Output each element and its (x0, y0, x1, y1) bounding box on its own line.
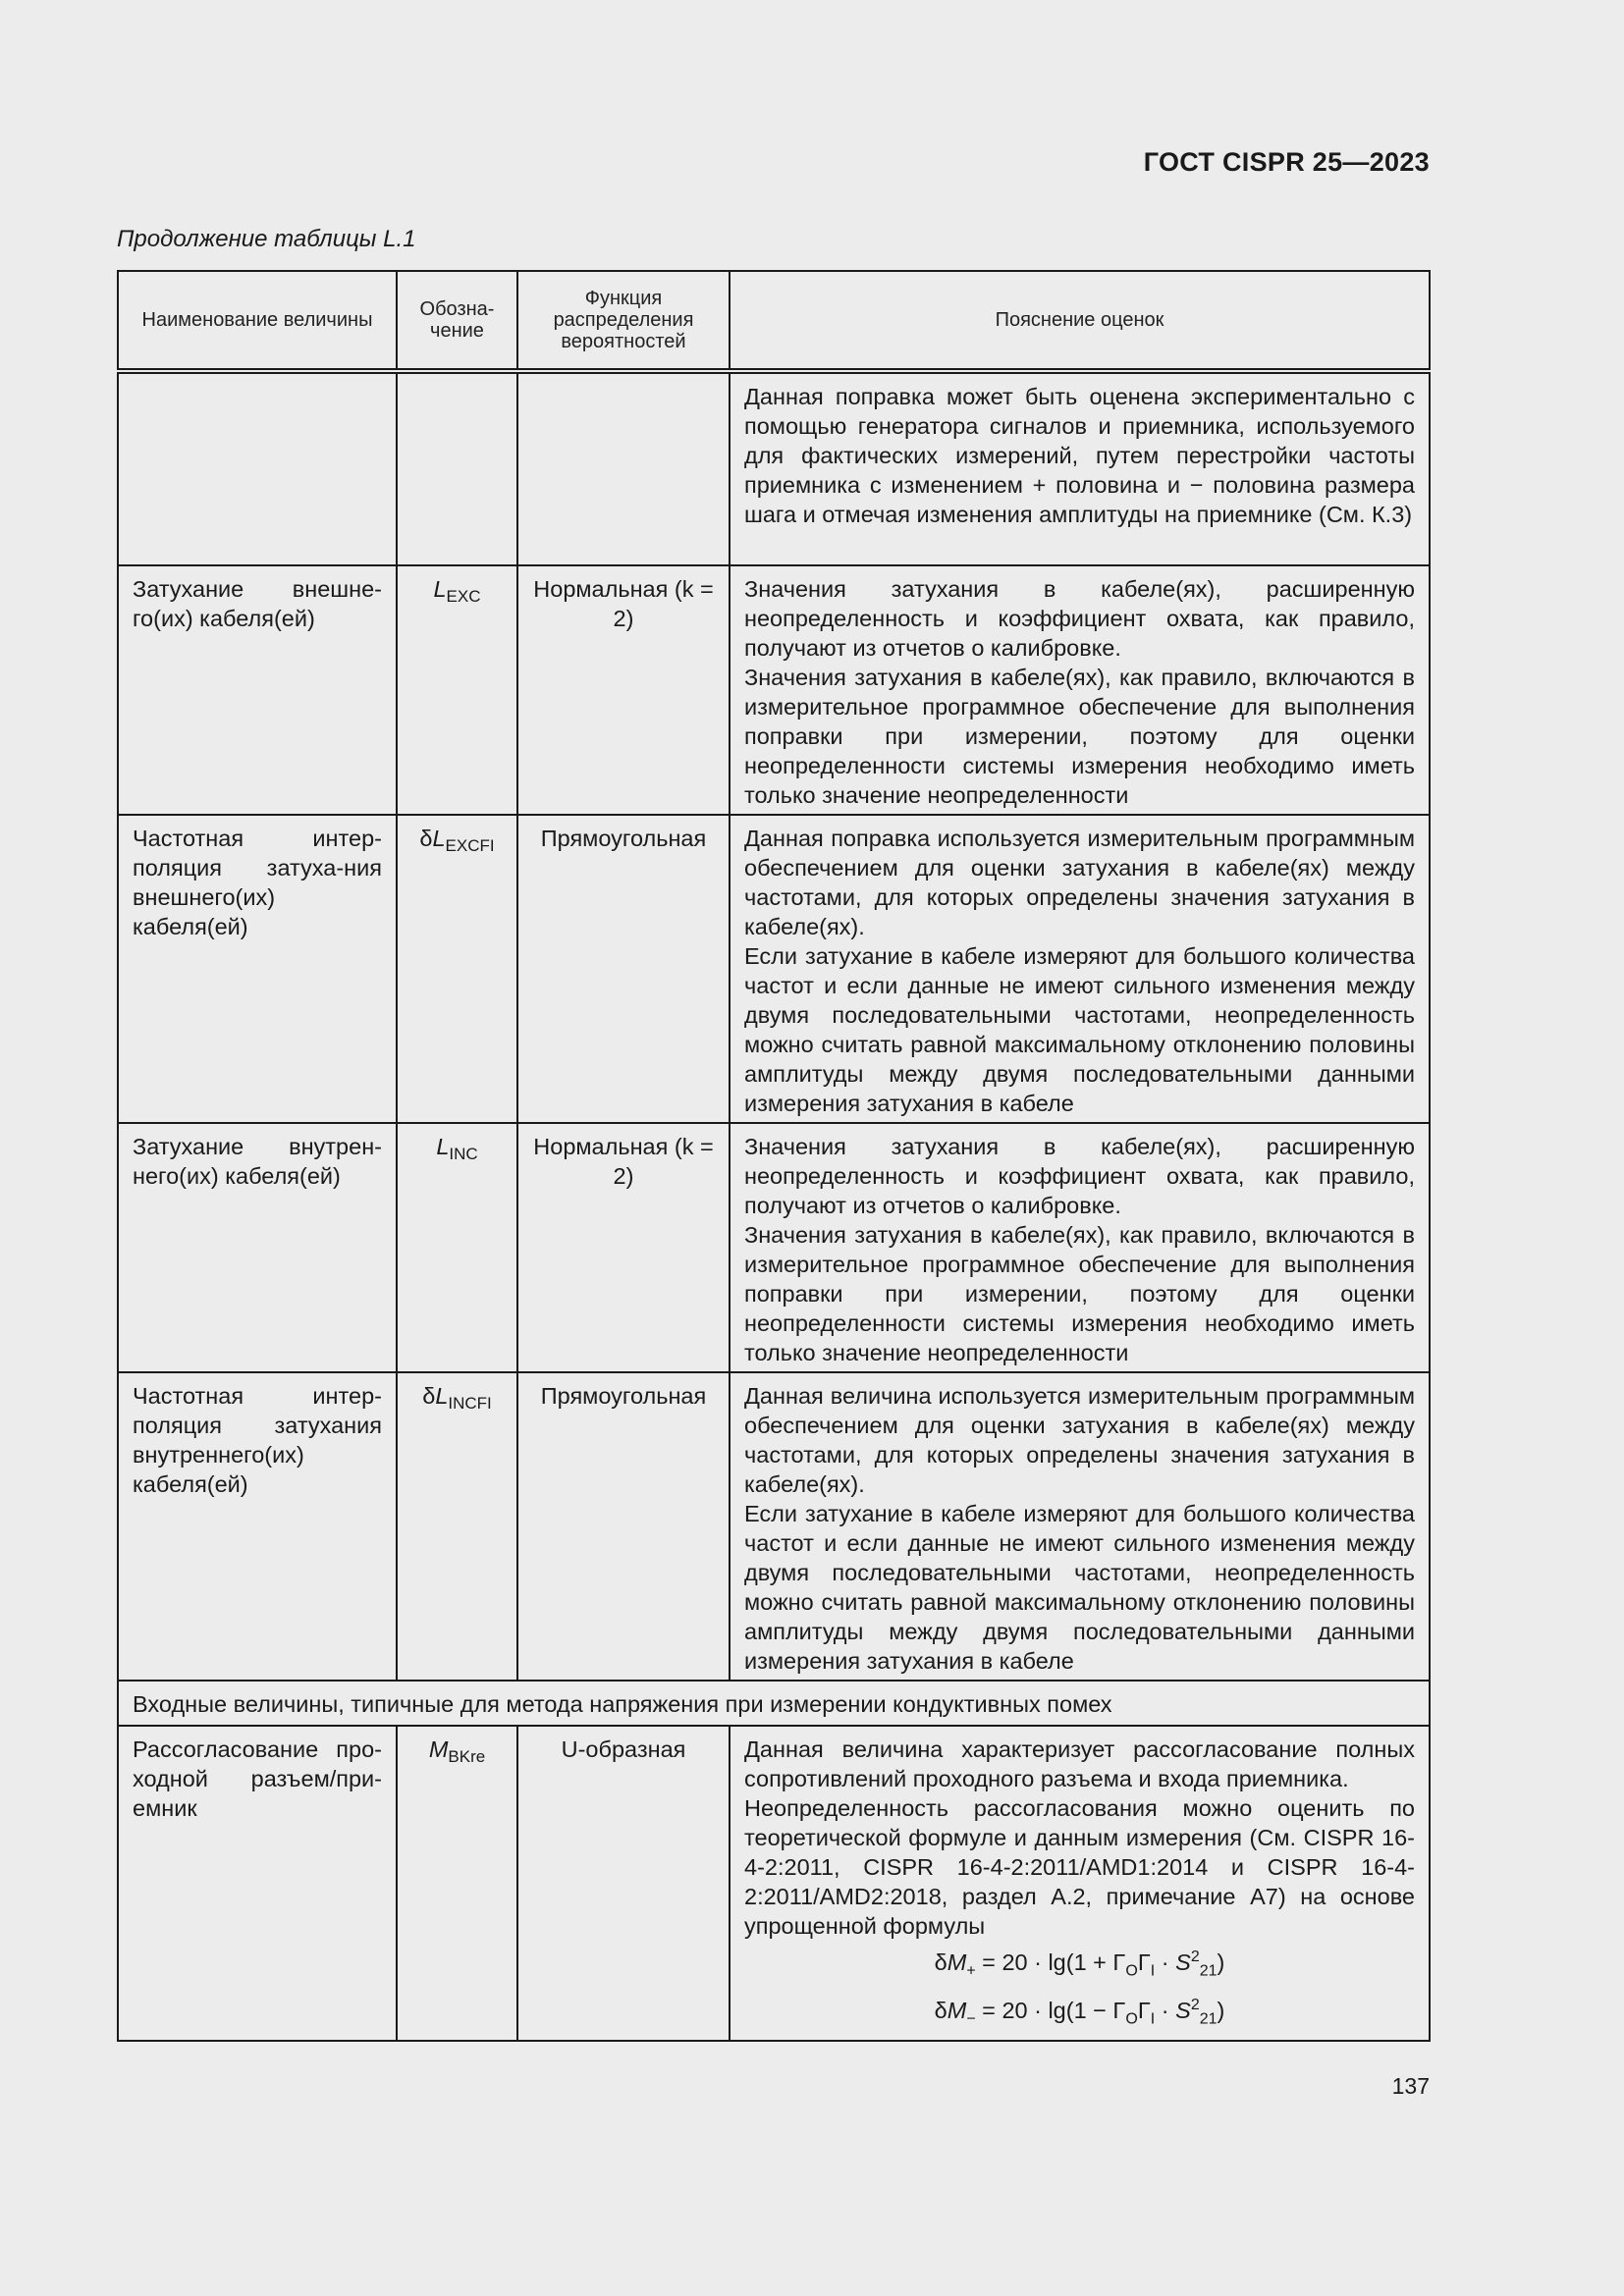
explanation-paragraph: Значения затухания в кабеле(ях), расширенную неопределенность и коэффициент охвата, как правило, получают из отчетов о калибровке. (744, 1134, 1415, 1218)
explanation (730, 1123, 1430, 1372)
header-symbol: Обозна-чение (397, 271, 517, 371)
explanation-paragraph: Неопределенность рассогласования можно оценить по теоретической формуле и данным измерения (См. CISPR 16-4-2:2011, CISPR 16-4-2:2011/AMD1:2014 и CISPR 16-4-2:2011/AMD2:2018, раздел А.2, примечание А7) на основе упрощенной формулы (744, 1795, 1415, 1939)
section-heading: Входные величины, типичные для метода напряжения при измерении кондуктивных помех (118, 1681, 1430, 1726)
table-row (118, 1372, 1430, 1681)
symbol-main: L (436, 1134, 450, 1159)
symbol (397, 815, 517, 1123)
distribution: Нормальная (k = 2) (517, 1123, 730, 1372)
symbol-subscript: BKre (448, 1747, 486, 1766)
table-header-row (118, 271, 1430, 371)
section-row (118, 1681, 1430, 1726)
quantity-name (118, 371, 397, 565)
symbol (397, 1123, 517, 1372)
formula-minus: $\delta M_- = 20 \cdot \lg(1 - \Gamma_O\Gamma_I \cdot S^2_{21})$ (934, 1996, 1225, 2028)
distribution: Прямоугольная (517, 1372, 730, 1681)
distribution: Прямоугольная (517, 815, 730, 1123)
symbol-main: M (428, 1736, 449, 1762)
symbol (397, 1372, 517, 1681)
table-row (118, 1726, 1430, 2041)
quantity-name: Частотная интер-поляция затухания внутреннего(их) кабеля(ей) (118, 1372, 397, 1681)
explanation (730, 1372, 1430, 1681)
formula-plus: $\delta M_+ = 20 \cdot \lg(1 + \Gamma_O\Gamma_I \cdot S^2_{21})$ (934, 1949, 1225, 1980)
table-row (118, 1123, 1430, 1372)
explanation-paragraph: Значения затухания в кабеле(ях), расширенную неопределенность и коэффициент охвата, как правило, получают из отчетов о калибровке. (744, 576, 1415, 661)
explanation (730, 1726, 1430, 2041)
quantity-name: Затухание внутрен-него(их) кабеля(ей) (118, 1123, 397, 1372)
quantity-name: Частотная интер-поляция затуха-ния внешнего(их) кабеля(ей) (118, 815, 397, 1123)
table-row (118, 815, 1430, 1123)
symbol-subscript: INCFI (448, 1394, 492, 1413)
header-explanation: Пояснение оценок (730, 271, 1430, 371)
explanation-paragraph: Значения затухания в кабеле(ях), как правило, включаются в измерительное программное обеспечение для выполнения поправки при измерении, поэтому для оценки неопределенности системы измерения необходимо иметь только значение неопределенности (744, 665, 1415, 808)
explanation-paragraph: Если затухание в кабеле измеряют для большого количества частот и если данные не имеют сильного изменения между двумя последовательными частотами, неопределенность можно считать равной максимальному отклонению половины амплитуды между двумя последовательными данными измерения затухания в кабеле (744, 1501, 1415, 1674)
symbol (397, 565, 517, 815)
uncertainty-table (117, 270, 1431, 2042)
explanation-paragraph: Значения затухания в кабеле(ях), как правило, включаются в измерительное программное обеспечение для выполнения поправки при измерении, поэтому для оценки неопределенности системы измерения необходимо иметь только значение неопределенности (744, 1222, 1415, 1365)
explanation (730, 565, 1430, 815)
table-container (117, 270, 1431, 2042)
table-caption: Продолжение таблицы L.1 (117, 226, 416, 252)
explanation (730, 815, 1430, 1123)
symbol-prefix: δ (419, 826, 433, 851)
explanation: Данная поправка может быть оценена экспериментально с помощью генератора сигналов и приемника, используемого для фактических измерений, путем перестройки частоты приемника с изменением + половина и − половина размера шага и отмечая изменения амплитуды на приемнике (См. К.3) (730, 371, 1430, 565)
table-row (118, 371, 1430, 565)
symbol (397, 1726, 517, 2041)
explanation-paragraph: Данная величина характеризует рассогласование полных сопротивлений проходного разъема и входа приемника. (744, 1736, 1415, 1791)
symbol-main: L (432, 826, 446, 851)
symbol-main: L (433, 576, 447, 602)
explanation-paragraph: Если затухание в кабеле измеряют для большого количества частот и если данные не имеют сильного изменения между двумя последовательными частотами, неопределенность можно считать равной максимальному отклонению половины амплитуды между двумя последовательными данными измерения затухания в кабеле (744, 943, 1415, 1116)
header-quantity-name: Наименование величины (118, 271, 397, 371)
symbol-subscript: EXCFI (445, 836, 495, 855)
symbol-main: L (435, 1383, 449, 1409)
table-row (118, 565, 1430, 815)
symbol-prefix: δ (422, 1383, 436, 1409)
explanation-paragraph: Данная величина используется измерительным программным обеспечением для оценки затухания в кабеле(ях) между частотами, для которых определены значения затухания в кабеле(ях). (744, 1383, 1415, 1497)
page-number: 137 (1391, 2073, 1430, 2099)
quantity-name: Затухание внешне-го(их) кабеля(ей) (118, 565, 397, 815)
distribution: Нормальная (k = 2) (517, 565, 730, 815)
distribution (517, 371, 730, 565)
document-id-header: ГОСТ CISPR 25—2023 (1143, 147, 1430, 177)
header-distribution: Функция распределения вероятностей (517, 271, 730, 371)
quantity-name: Рассогласование про-ходной разъем/при-емник (118, 1726, 397, 2041)
symbol (397, 371, 517, 565)
symbol-subscript: EXC (446, 587, 481, 606)
distribution: U-образная (517, 1726, 730, 2041)
symbol-subscript: INC (449, 1145, 478, 1163)
explanation-paragraph: Данная поправка используется измерительным программным обеспечением для оценки затухания в кабеле(ях) между частотами, для которых определены значения затухания в кабеле(ях). (744, 826, 1415, 939)
